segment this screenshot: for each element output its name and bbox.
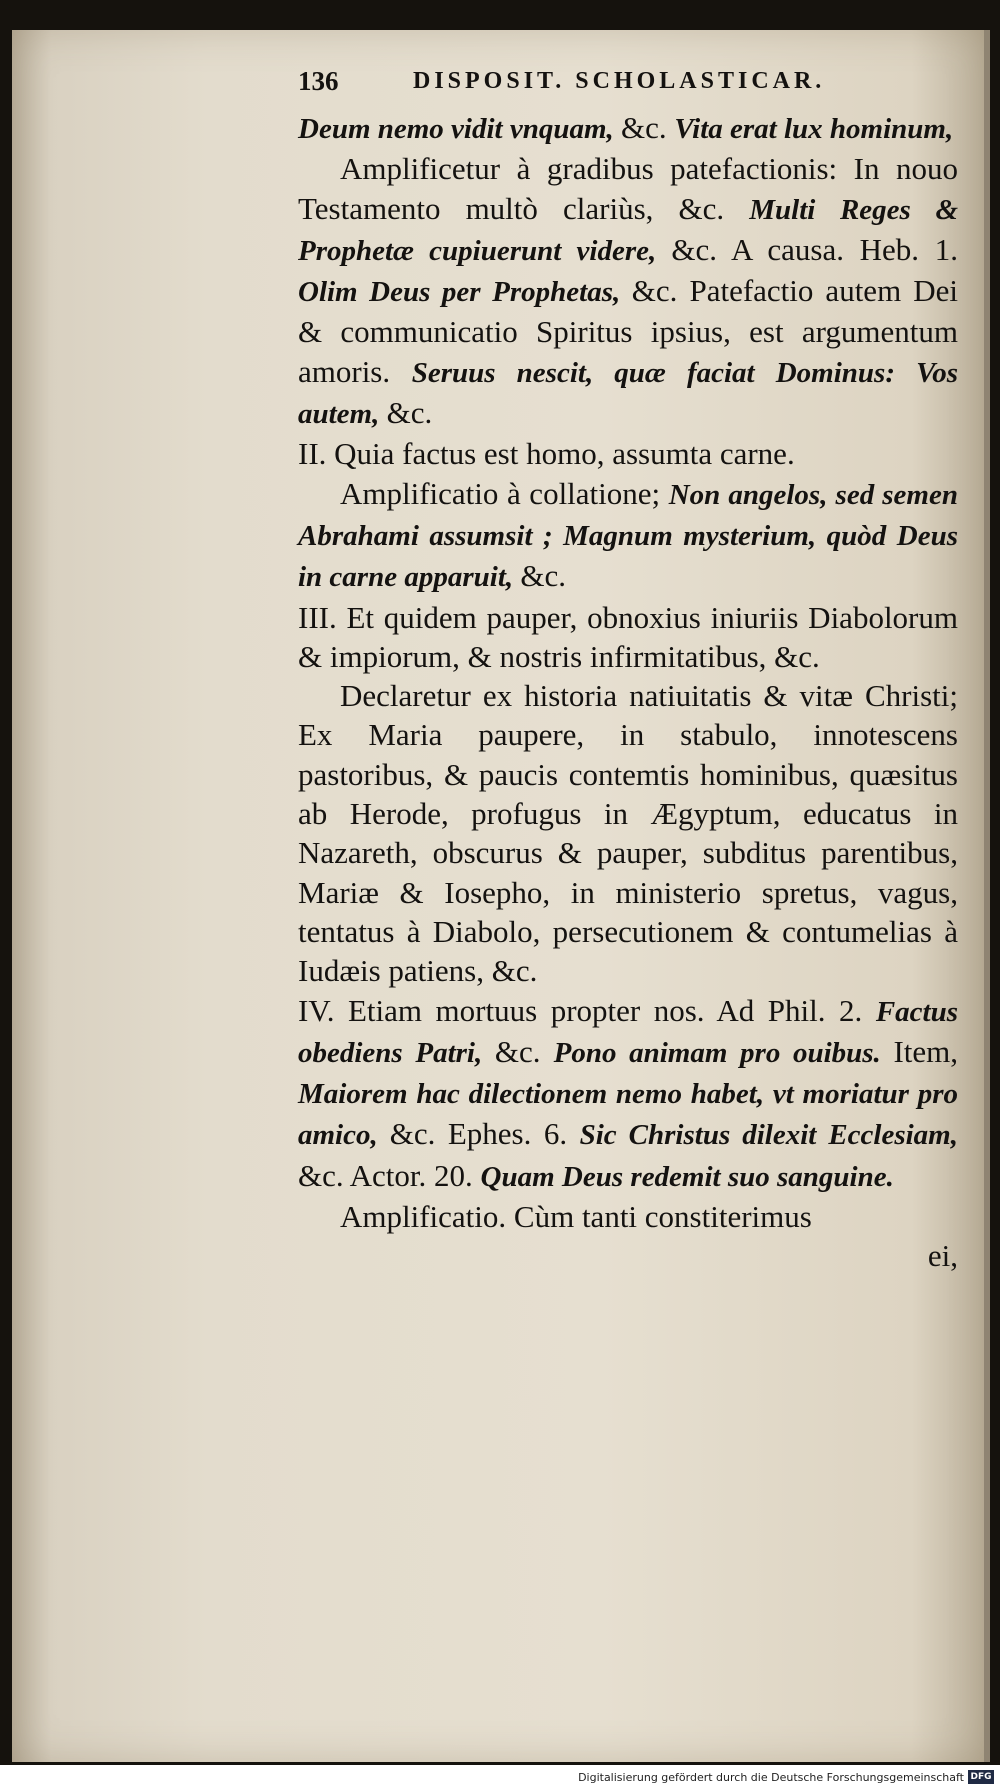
text-run: &c. <box>520 558 566 594</box>
text-run: Non angelos, sed semen Abrahami assumsit ; Magnum mysterium, quòd Deus in carne apparuit, <box>298 478 958 594</box>
text-run: &c. <box>386 395 433 431</box>
text-run: Maiorem hac dilectionem nemo habet, vt moriatur pro amico, <box>298 1078 958 1152</box>
text-run: Amplificetur à gradibus patefactionis: In nouo Testamento multò clariùs, &c. <box>298 151 958 226</box>
paragraph <box>298 598 958 677</box>
text-run: Amplificatio à collatione; <box>340 475 669 511</box>
text-run: Amplificatio. Cùm tanti constiterimus <box>340 1199 812 1235</box>
text-run: II. Quia factus est homo, assumta carne. <box>298 436 795 472</box>
text-run: &c. A causa. Heb. 1. <box>671 231 958 267</box>
dfg-logo: DFG <box>968 1770 994 1784</box>
paragraph <box>298 434 958 473</box>
digitization-credit: Digitalisierung gefördert durch die Deutsche Forschungsgemeinschaft <box>578 1771 964 1784</box>
text-run: &c. Patefactio autem Dei & communicatio Spiritus ipsius, est argumentum amoris. <box>298 273 958 389</box>
catchword: ei, <box>927 1238 958 1274</box>
text-run: &c. Ephes. 6. <box>389 1116 580 1152</box>
text-run: Seruus nescit, quæ faciat Dominus: Vos autem, <box>298 356 958 431</box>
text-run: &c. Actor. 20. <box>298 1157 481 1193</box>
text-run: &c. <box>494 1033 554 1069</box>
text-run: &c. <box>621 110 675 145</box>
paragraph <box>298 1197 958 1236</box>
paragraph <box>298 108 958 149</box>
text-run: IV. Etiam mortuus propter nos. Ad Phil. 2. <box>298 992 876 1028</box>
text-run: Factus obediens Patri, <box>298 995 958 1069</box>
text-run: Declaretur ex historia natiuitatis & vitæ Christi; Ex Maria paupere, in stabulo, innotescens pastoribus, & paucis contemtis hominibus, quæsitus ab Herode, profugus in Ægyptum, educatus in Nazareth, obscurus & pauper, subditus parentibus, Mariæ & Iosepho, in ministerio spretus, vagus, tentatus à Diabolo, persecutionem & contumelias à Iudæis patiens, &c. <box>298 678 958 989</box>
page-number: 136 <box>298 66 339 96</box>
page-header <box>298 66 958 110</box>
page-edge <box>984 30 990 1762</box>
paragraph <box>298 149 958 434</box>
running-title: DISPOSIT. SCHOLASTICAR. <box>413 68 826 94</box>
text-run: Olim Deus per Prophetas, <box>298 276 632 309</box>
text-run: Quam Deus redemit suo sanguine. <box>480 1160 894 1193</box>
text-run: Multi Reges & Prophetæ cupiuerunt videre, <box>298 193 959 267</box>
paragraph <box>298 676 958 990</box>
text-run: Pono animam pro ouibus. <box>553 1036 894 1069</box>
paragraph <box>298 474 958 598</box>
text-run: III. Et quidem pauper, obnoxius iniuriis Diabolorum & impiorum, & nostris infirmitatibus, &c. <box>298 599 958 674</box>
body-text <box>298 108 958 1276</box>
text-run: Item, <box>893 1033 959 1069</box>
text-run: Deum nemo vidit vnquam, <box>298 113 622 145</box>
paragraph <box>298 991 958 1197</box>
text-run: Sic Christus dilexit Ecclesiam, <box>579 1119 958 1152</box>
text-run: Vita erat lux hominum, <box>674 113 954 145</box>
